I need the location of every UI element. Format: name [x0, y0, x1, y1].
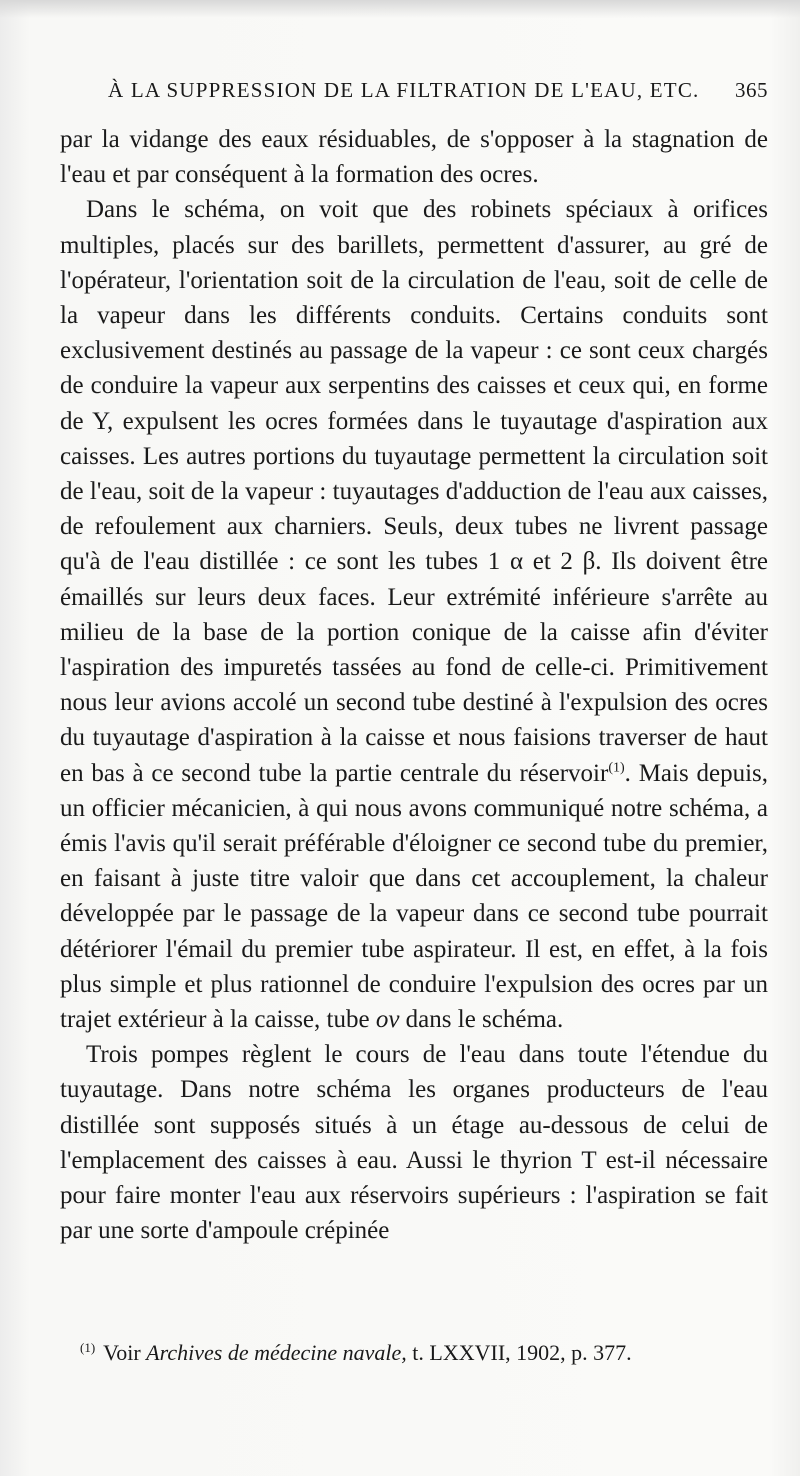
running-title: À LA SUPPRESSION DE LA FILTRATION DE L'EAU, ETC.: [108, 78, 700, 102]
page-number: 365: [735, 78, 768, 102]
running-header: [108, 78, 768, 103]
footnote: [80, 1340, 770, 1366]
footnote-citation: t. LXXVII, 1902, p. 377.: [406, 1340, 632, 1365]
footnote-mark: (1): [80, 1339, 96, 1355]
paragraph-3: Trois pompes règlent le cours de l'eau dans toute l'étendue du tuyautage. Dans notre schéma les organes producteurs de l'eau distillée sont supposés situés à un étage au-dessous de celui de l'emplacement des caisses à eau. Aussi le thyrion T est-il nécessaire pour faire monter l'eau aux réservoirs supérieurs : l'aspiration se fait par une sorte d'ampoule crépinée: [60, 1041, 768, 1245]
paragraph-1: par la vidange des eaux résiduables, de s'opposer à la stagnation de l'eau et par conséquent à la formation des ocres.: [60, 126, 768, 189]
footnote-reference: (1): [608, 760, 625, 776]
paragraph-2: [60, 192, 768, 1037]
italic-term: ov: [375, 1006, 400, 1034]
footnote-prefix: Voir: [103, 1340, 147, 1365]
paragraph-2-text-c: dans le schéma.: [399, 1006, 564, 1034]
scan-edge-shadow: [0, 0, 800, 18]
footnote-source: Archives de médecine navale,: [146, 1340, 407, 1365]
body-text: [60, 122, 768, 1249]
paragraph-2-text-a: Dans le schéma, on voit que des robinets spéciaux à orifices multiples, placés sur des barillets, permettent d'assurer, au gré de l'opérateur, l'orientation soit de la circulation de l'eau, soit de celle de la vapeur dans les différents conduits. Certains conduits sont exclusivement destinés au passage de la vapeur : ce sont ceux chargés de conduire la vapeur aux serpentins des caisses et ceux qui, en forme de Y, expulsent les ocres formées dans le tuyautage d'aspiration aux caisses. Les autres portions du tuyautage permettent la circulation soit de l'eau, soit de la vapeur : tuyautages d'adduction de l'eau aux caisses, de refoulement aux charniers. Seuls, deux tubes ne livrent passage qu'à de l'eau distillée : ce sont les tubes 1 α et 2 β. Ils doivent être émaillés sur leurs deux faces. Leur extrémité inférieure s'arrête au milieu de la base de la portion conique de la caisse afin d'éviter l'aspiration des impuretés tassées au fond de celle-ci. Primitivement nous leur avions accolé un second tube destiné à l'expulsion des ocres du tuyautage d'aspiration à la caisse et nous faisions traverser de haut en bas à ce second tube la partie centrale du réservoir: [60, 196, 768, 787]
paragraph-2-text-b: . Mais depuis, un officier mécanicien, à qui nous avons communiqué notre schéma, a émis l'avis qu'il serait préférable d'éloigner ce second tube du premier, en faisant à juste titre valoir que dans cet accouplement, la chaleur développée par le passage de la vapeur dans ce second tube pourrait détériorer l'émail du premier tube aspirateur. Il est, en effet, à la fois plus simple et plus rationnel de conduire l'expulsion des ocres par un trajet extérieur à la caisse, tube: [60, 759, 768, 1034]
